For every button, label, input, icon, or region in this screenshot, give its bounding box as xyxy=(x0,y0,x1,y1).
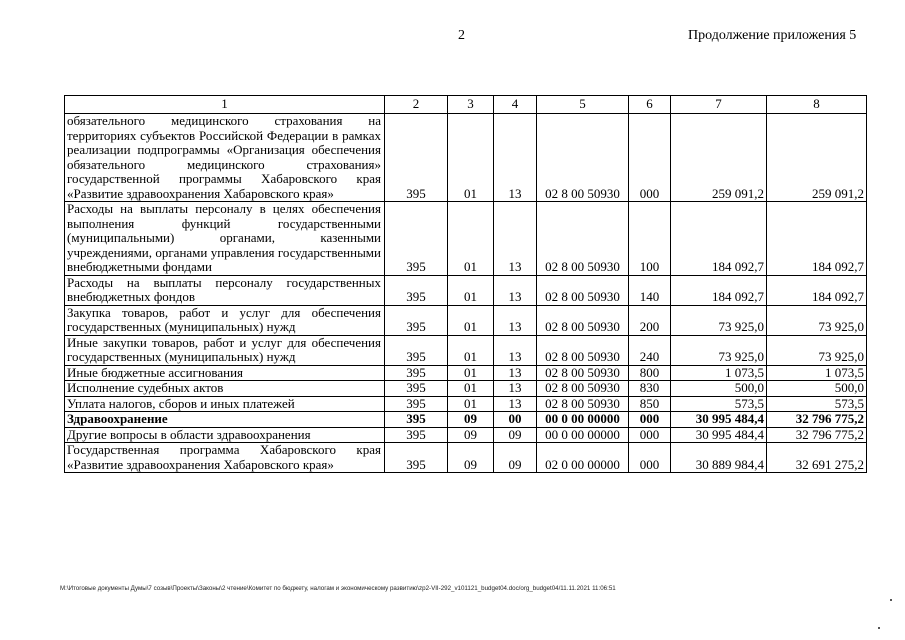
table-header-row xyxy=(65,96,867,114)
column-header: 7 xyxy=(671,96,767,114)
cell-expense-type: 200 xyxy=(629,305,671,335)
cell-ministry-code: 395 xyxy=(385,381,448,397)
cell-section: 09 xyxy=(448,412,494,428)
cell-subsection: 13 xyxy=(494,114,537,202)
cell-expense-type: 000 xyxy=(629,412,671,428)
cell-amount-2022: 573,5 xyxy=(671,396,767,412)
table-row xyxy=(65,381,867,397)
cell-amount-2022: 30 995 484,4 xyxy=(671,427,767,443)
row-description: Расходы на выплаты персоналу государственных внебюджетных фондов xyxy=(65,275,385,305)
cell-ministry-code: 395 xyxy=(385,396,448,412)
cell-subsection: 13 xyxy=(494,305,537,335)
cell-target-article: 02 8 00 50930 xyxy=(537,202,629,276)
cell-ministry-code: 395 xyxy=(385,427,448,443)
cell-amount-2023: 184 092,7 xyxy=(767,275,867,305)
cell-amount-2023: 184 092,7 xyxy=(767,202,867,276)
cell-expense-type: 000 xyxy=(629,427,671,443)
table-row xyxy=(65,114,867,202)
row-description: Государственная программа Хабаровского края «Развитие здравоохранения Хабаровского края» xyxy=(65,443,385,473)
cell-section: 09 xyxy=(448,443,494,473)
table-row xyxy=(65,412,867,428)
cell-target-article: 02 8 00 50930 xyxy=(537,305,629,335)
cell-amount-2022: 30 889 984,4 xyxy=(671,443,767,473)
table-row xyxy=(65,305,867,335)
cell-expense-type: 140 xyxy=(629,275,671,305)
cell-amount-2023: 32 796 775,2 xyxy=(767,427,867,443)
row-description: Иные бюджетные ассигнования xyxy=(65,365,385,381)
table-row xyxy=(65,365,867,381)
cell-expense-type: 000 xyxy=(629,443,671,473)
cell-ministry-code: 395 xyxy=(385,365,448,381)
cell-subsection: 09 xyxy=(494,427,537,443)
row-description: Расходы на выплаты персоналу в целях обеспечения выполнения функций государственными (муниципальными) органами, казенными учреждениями, органами управления государственными внебюджетными фондами xyxy=(65,202,385,276)
row-description: Закупка товаров, работ и услуг для обеспечения государственных (муниципальных) нужд xyxy=(65,305,385,335)
cell-amount-2023: 500,0 xyxy=(767,381,867,397)
cell-amount-2022: 184 092,7 xyxy=(671,202,767,276)
cell-amount-2023: 32 691 275,2 xyxy=(767,443,867,473)
cell-section: 01 xyxy=(448,365,494,381)
cell-subsection: 13 xyxy=(494,365,537,381)
cell-expense-type: 850 xyxy=(629,396,671,412)
cell-ministry-code: 395 xyxy=(385,305,448,335)
table-row xyxy=(65,335,867,365)
cell-subsection: 09 xyxy=(494,443,537,473)
cell-subsection: 00 xyxy=(494,412,537,428)
column-header: 4 xyxy=(494,96,537,114)
cell-ministry-code: 395 xyxy=(385,443,448,473)
cell-subsection: 13 xyxy=(494,275,537,305)
cell-amount-2022: 184 092,7 xyxy=(671,275,767,305)
cell-amount-2023: 259 091,2 xyxy=(767,114,867,202)
row-description: обязательного медицинского страхования на территориях субъектов Российской Федерации в рамках реализации подпрограммы «Организация обеспечения обязательного медицинского страхования» государственной программы Хабаровского края «Развитие здравоохранения Хабаровского края» xyxy=(65,114,385,202)
cell-target-article: 00 0 00 00000 xyxy=(537,412,629,428)
cell-amount-2023: 573,5 xyxy=(767,396,867,412)
cell-target-article: 02 0 00 00000 xyxy=(537,443,629,473)
cell-ministry-code: 395 xyxy=(385,335,448,365)
cell-target-article: 00 0 00 00000 xyxy=(537,427,629,443)
column-header: 6 xyxy=(629,96,671,114)
cell-target-article: 02 8 00 50930 xyxy=(537,365,629,381)
cell-section: 01 xyxy=(448,381,494,397)
cell-section: 09 xyxy=(448,427,494,443)
cell-expense-type: 000 xyxy=(629,114,671,202)
row-description: Здравоохранение xyxy=(65,412,385,428)
column-header: 5 xyxy=(537,96,629,114)
cell-target-article: 02 8 00 50930 xyxy=(537,381,629,397)
cell-subsection: 13 xyxy=(494,381,537,397)
cell-amount-2022: 259 091,2 xyxy=(671,114,767,202)
cell-amount-2023: 32 796 775,2 xyxy=(767,412,867,428)
document-file-path: M:\Итоговые документы Думы\7 созыв\Проекты\Законы\2 чтение\Комитет по бюджету, налогам и экономическому развитию\zp2-VII-292_v101121_budget04.doc/org_budget04/11.11.2021 11:06:51 xyxy=(60,585,616,592)
table-row xyxy=(65,202,867,276)
row-description: Другие вопросы в области здравоохранения xyxy=(65,427,385,443)
scan-mark xyxy=(890,599,892,601)
cell-section: 01 xyxy=(448,305,494,335)
column-header: 2 xyxy=(385,96,448,114)
column-header: 1 xyxy=(65,96,385,114)
cell-target-article: 02 8 00 50930 xyxy=(537,335,629,365)
cell-expense-type: 100 xyxy=(629,202,671,276)
column-header: 8 xyxy=(767,96,867,114)
table-row xyxy=(65,396,867,412)
column-header: 3 xyxy=(448,96,494,114)
cell-section: 01 xyxy=(448,396,494,412)
cell-ministry-code: 395 xyxy=(385,114,448,202)
cell-amount-2023: 73 925,0 xyxy=(767,335,867,365)
cell-ministry-code: 395 xyxy=(385,412,448,428)
row-description: Исполнение судебных актов xyxy=(65,381,385,397)
scan-mark xyxy=(878,627,880,629)
cell-amount-2022: 30 995 484,4 xyxy=(671,412,767,428)
cell-section: 01 xyxy=(448,202,494,276)
cell-target-article: 02 8 00 50930 xyxy=(537,114,629,202)
cell-amount-2022: 73 925,0 xyxy=(671,305,767,335)
budget-table xyxy=(64,95,867,473)
row-description: Уплата налогов, сборов и иных платежей xyxy=(65,396,385,412)
page-number: 2 xyxy=(458,28,465,43)
cell-amount-2022: 73 925,0 xyxy=(671,335,767,365)
cell-subsection: 13 xyxy=(494,335,537,365)
cell-target-article: 02 8 00 50930 xyxy=(537,396,629,412)
cell-subsection: 13 xyxy=(494,202,537,276)
cell-subsection: 13 xyxy=(494,396,537,412)
table-row xyxy=(65,443,867,473)
cell-section: 01 xyxy=(448,335,494,365)
cell-amount-2023: 1 073,5 xyxy=(767,365,867,381)
row-description: Иные закупки товаров, работ и услуг для обеспечения государственных (муниципальных) нужд xyxy=(65,335,385,365)
cell-ministry-code: 395 xyxy=(385,202,448,276)
cell-amount-2023: 73 925,0 xyxy=(767,305,867,335)
cell-expense-type: 800 xyxy=(629,365,671,381)
appendix-continuation-note: Продолжение приложения 5 xyxy=(688,28,857,43)
cell-amount-2022: 1 073,5 xyxy=(671,365,767,381)
table-row xyxy=(65,275,867,305)
cell-expense-type: 830 xyxy=(629,381,671,397)
cell-amount-2022: 500,0 xyxy=(671,381,767,397)
cell-expense-type: 240 xyxy=(629,335,671,365)
cell-section: 01 xyxy=(448,114,494,202)
table-row xyxy=(65,427,867,443)
cell-target-article: 02 8 00 50930 xyxy=(537,275,629,305)
cell-section: 01 xyxy=(448,275,494,305)
cell-ministry-code: 395 xyxy=(385,275,448,305)
